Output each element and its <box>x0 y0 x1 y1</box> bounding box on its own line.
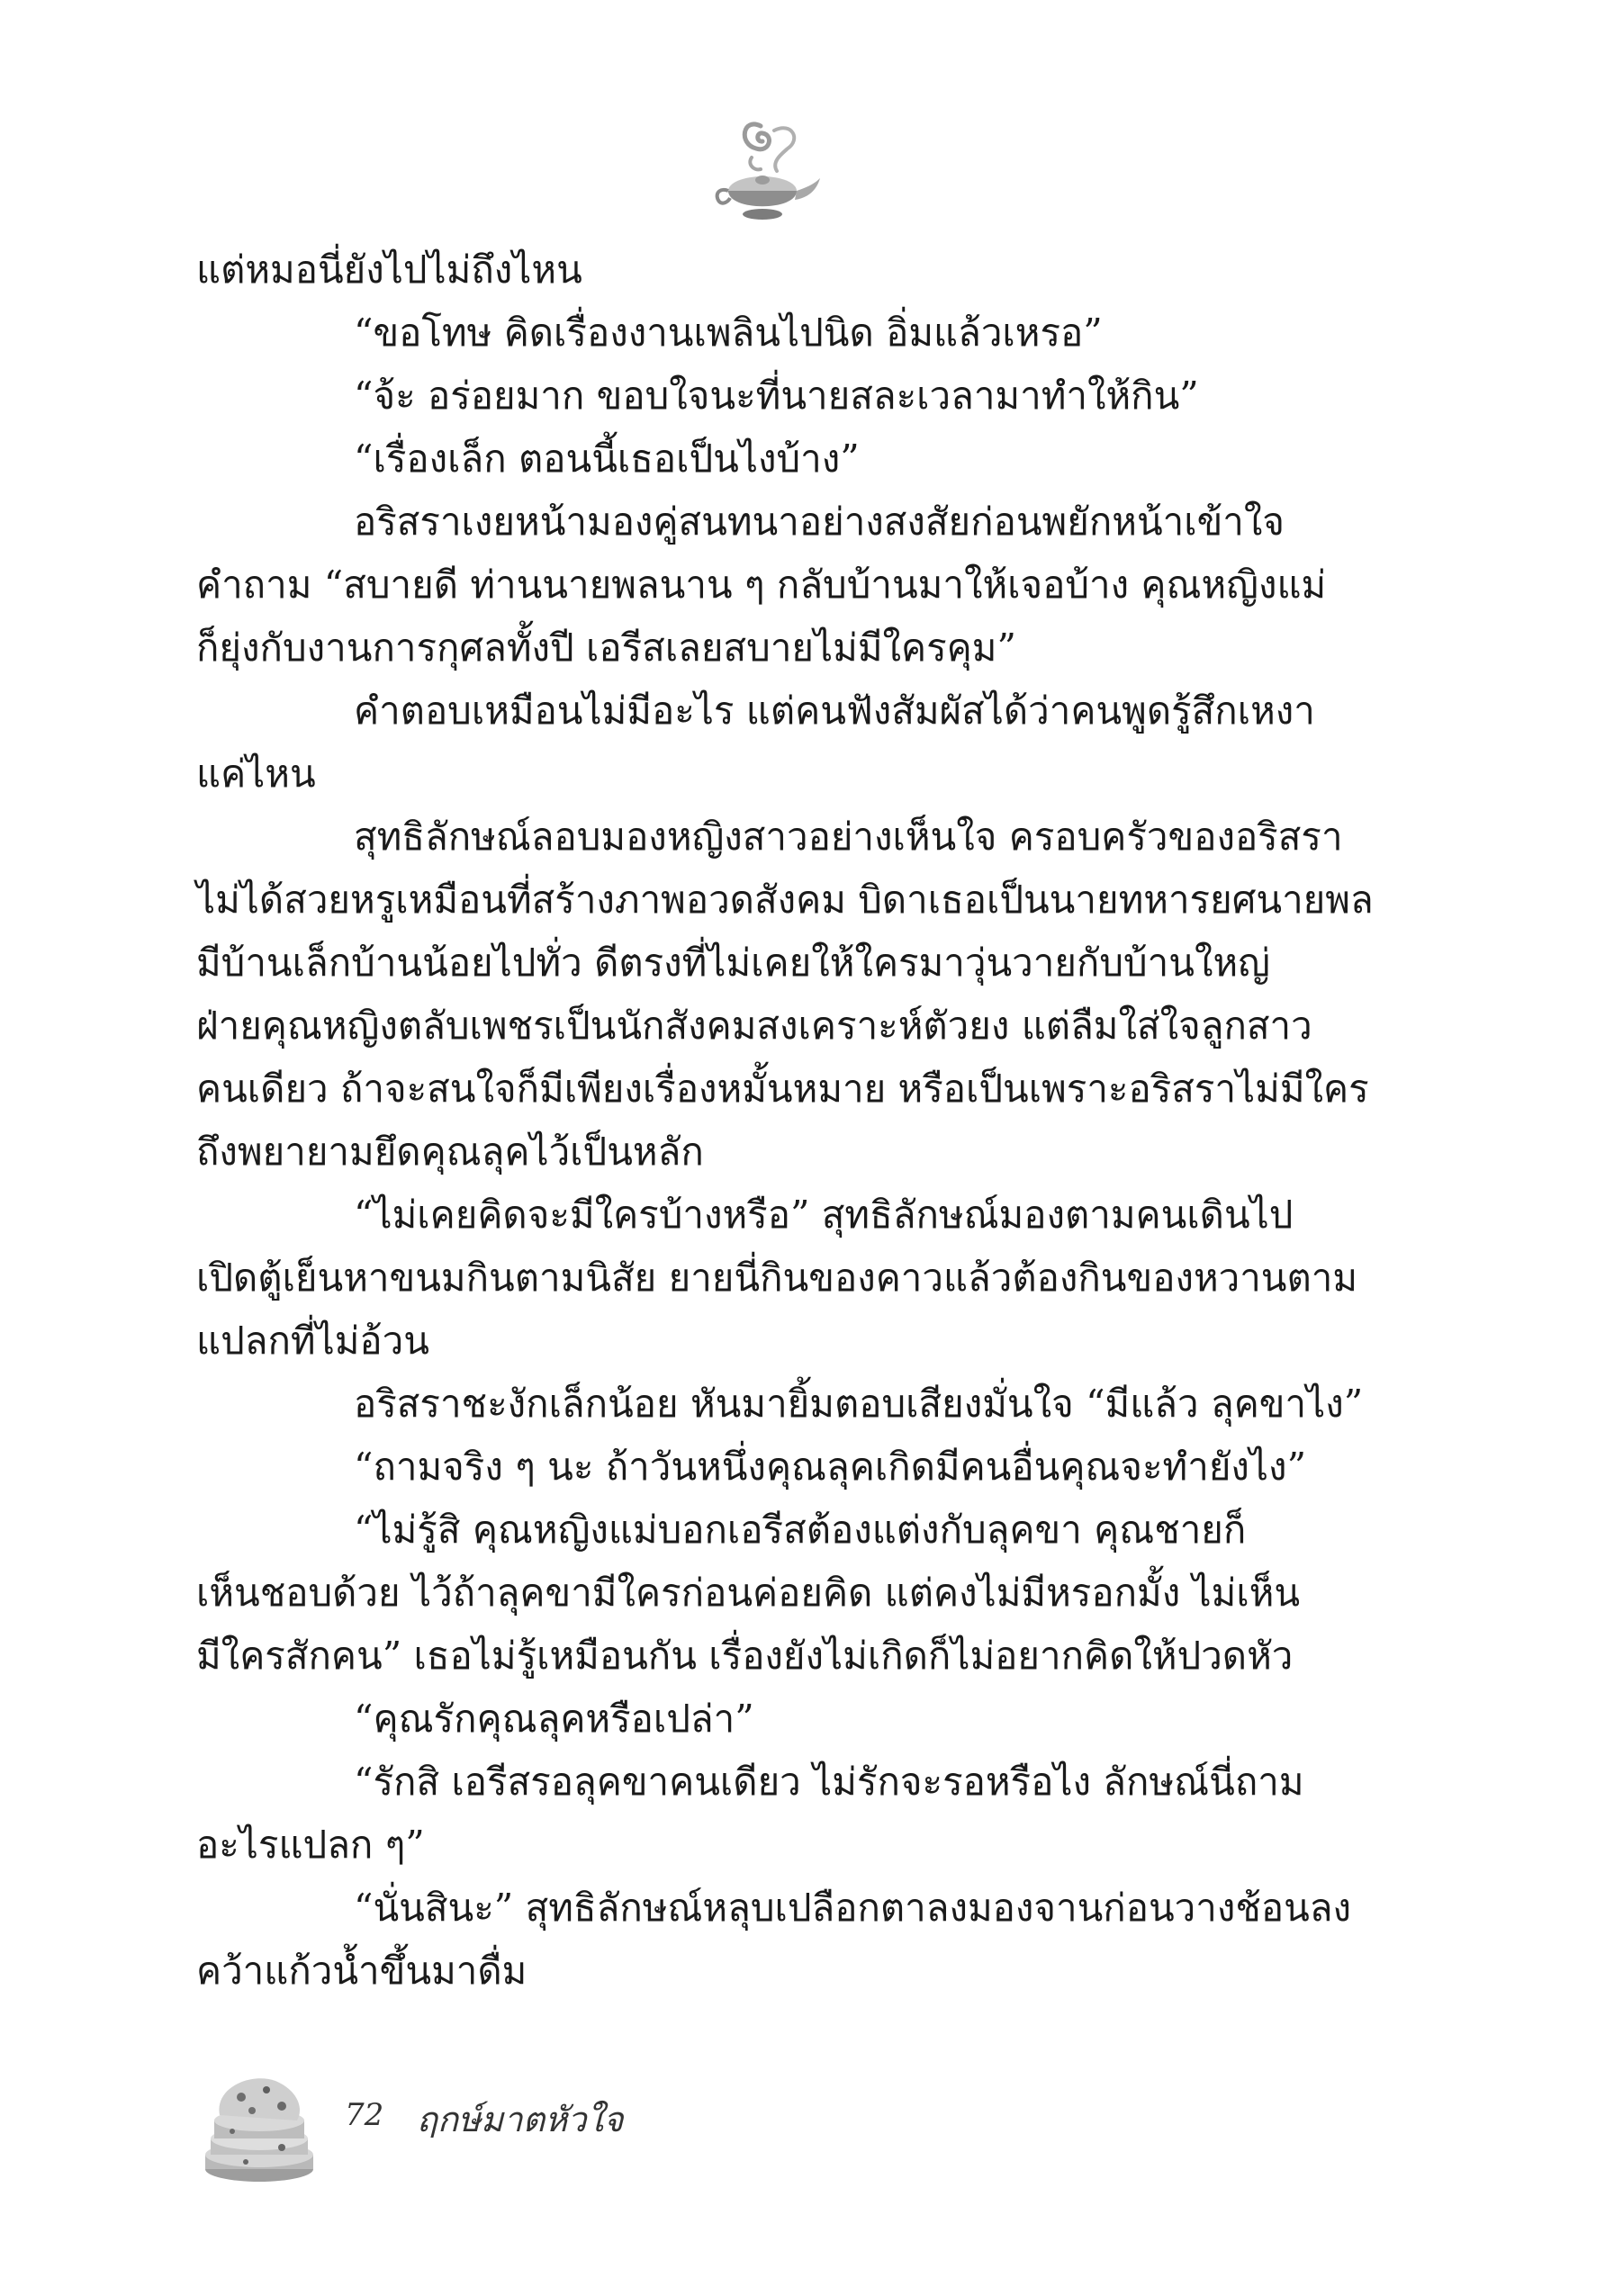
text-line: สุทธิลักษณ์ลอบมองหญิงสาวอย่างเห็นใจ ครอบครัวของอริสรา <box>354 815 1343 859</box>
text-line: อริสราเงยหน้ามองคู่สนทนาอย่างสงสัยก่อนพยักหน้าเข้าใจ <box>354 500 1285 544</box>
text-line: เห็นชอบด้วย ไว้ถ้าลุคขามีใครก่อนค่อยคิด แต่คงไม่มีหรอกมั้ง ไม่เห็น <box>196 1571 1301 1615</box>
text-line: เปิดตู้เย็นหาขนมกินตามนิสัย ยายนี่กินของคาวแล้วต้องกินของหวานตาม <box>196 1256 1358 1300</box>
text-line: แปลกที่ไม่อ้วน <box>196 1319 429 1363</box>
text-line: “ไม่เคยคิดจะมีใครบ้างหรือ” สุทธิลักษณ์มองตามคนเดินไป <box>354 1193 1294 1237</box>
text-line: ไม่ได้สวยหรูเหมือนที่สร้างภาพอวดสังคม บิดาเธอเป็นนายทหารยศนายพล <box>196 878 1374 922</box>
text-line: ก็ยุ่งกับงานการกุศลทั้งปี เอรีสเลยสบายไม่มีใครคุม” <box>196 626 1016 670</box>
book-title: ฤกษ์มาตหัวใจ <box>417 2100 624 2139</box>
text-line: “จ้ะ อร่อยมาก ขอบใจนะที่นายสละเวลามาทำให้กิน” <box>354 374 1199 418</box>
page-footer <box>196 2061 826 2187</box>
text-line: “คุณรักคุณลุคหรือเปล่า” <box>354 1697 754 1741</box>
text-line: มีใครสักคน” เธอไม่รู้เหมือนกัน เรื่องยังไม่เกิดก็ไม่อยากคิดให้ปวดหัว <box>196 1634 1294 1678</box>
text-line: ถึงพยายามยึดคุณลุคไว้เป็นหลัก <box>196 1130 704 1174</box>
magic-lamp-icon <box>707 108 824 234</box>
text-line: คว้าแก้วน้ำขึ้นมาดื่ม <box>196 1949 527 1993</box>
text-line: คนเดียว ถ้าจะสนใจก็มีเพียงเรื่องหมั้นหมาย หรือเป็นเพราะอริสราไม่มีใคร <box>196 1067 1369 1111</box>
text-line: ฝ่ายคุณหญิงตลับเพชรเป็นนักสังคมสงเคราะห์ตัวยง แต่ลืมใส่ใจลูกสาว <box>196 1004 1312 1048</box>
text-line: แค่ไหน <box>196 752 316 796</box>
text-line: “ถามจริง ๆ นะ ถ้าวันหนึ่งคุณลุคเกิดมีคนอื่นคุณจะทำยังไง” <box>354 1445 1307 1489</box>
text-line: มีบ้านเล็กบ้านน้อยไปทั่ว ดีตรงที่ไม่เคยให้ใครมาวุ่นวายกับบ้านใหญ่ <box>196 941 1270 985</box>
text-line: แต่หมอนี่ยังไปไม่ถึงไหน <box>196 248 582 292</box>
text-line: อริสราชะงักเล็กน้อย หันมายิ้มตอบเสียงมั่นใจ “มีแล้ว ลุคขาไง” <box>354 1382 1364 1426</box>
text-line: คำตอบเหมือนไม่มีอะไร แต่คนฟังสัมผัสได้ว่าคนพูดรู้สึกเหงา <box>354 689 1315 733</box>
text-line: “เรื่องเล็ก ตอนนี้เธอเป็นไงบ้าง” <box>354 437 860 481</box>
text-line: “ไม่รู้สิ คุณหญิงแม่บอกเอรีสต้องแต่งกับลุคขา คุณชายก็ <box>354 1508 1247 1552</box>
page-number: 72 <box>345 2097 384 2133</box>
text-line: “ขอโทษ คิดเรื่องงานเพลินไปนิด อิ่มแล้วเหรอ” <box>354 311 1103 355</box>
text-line: คำถาม “สบายดี ท่านนายพลนาน ๆ กลับบ้านมาให้เจอบ้าง คุณหญิงแม่ <box>196 563 1327 607</box>
body-text <box>196 239 1374 2003</box>
text-line: “รักสิ เอรีสรอลุคขาคนเดียว ไม่รักจะรอหรือไง ลักษณ์นี่ถาม <box>354 1760 1304 1804</box>
text-line: “นั่นสินะ” สุทธิลักษณ์หลุบเปลือกตาลงมองจานก่อนวางช้อนลง <box>354 1886 1352 1930</box>
cookie-stack-icon <box>196 2061 322 2187</box>
text-line: อะไรแปลก ๆ” <box>196 1823 425 1867</box>
